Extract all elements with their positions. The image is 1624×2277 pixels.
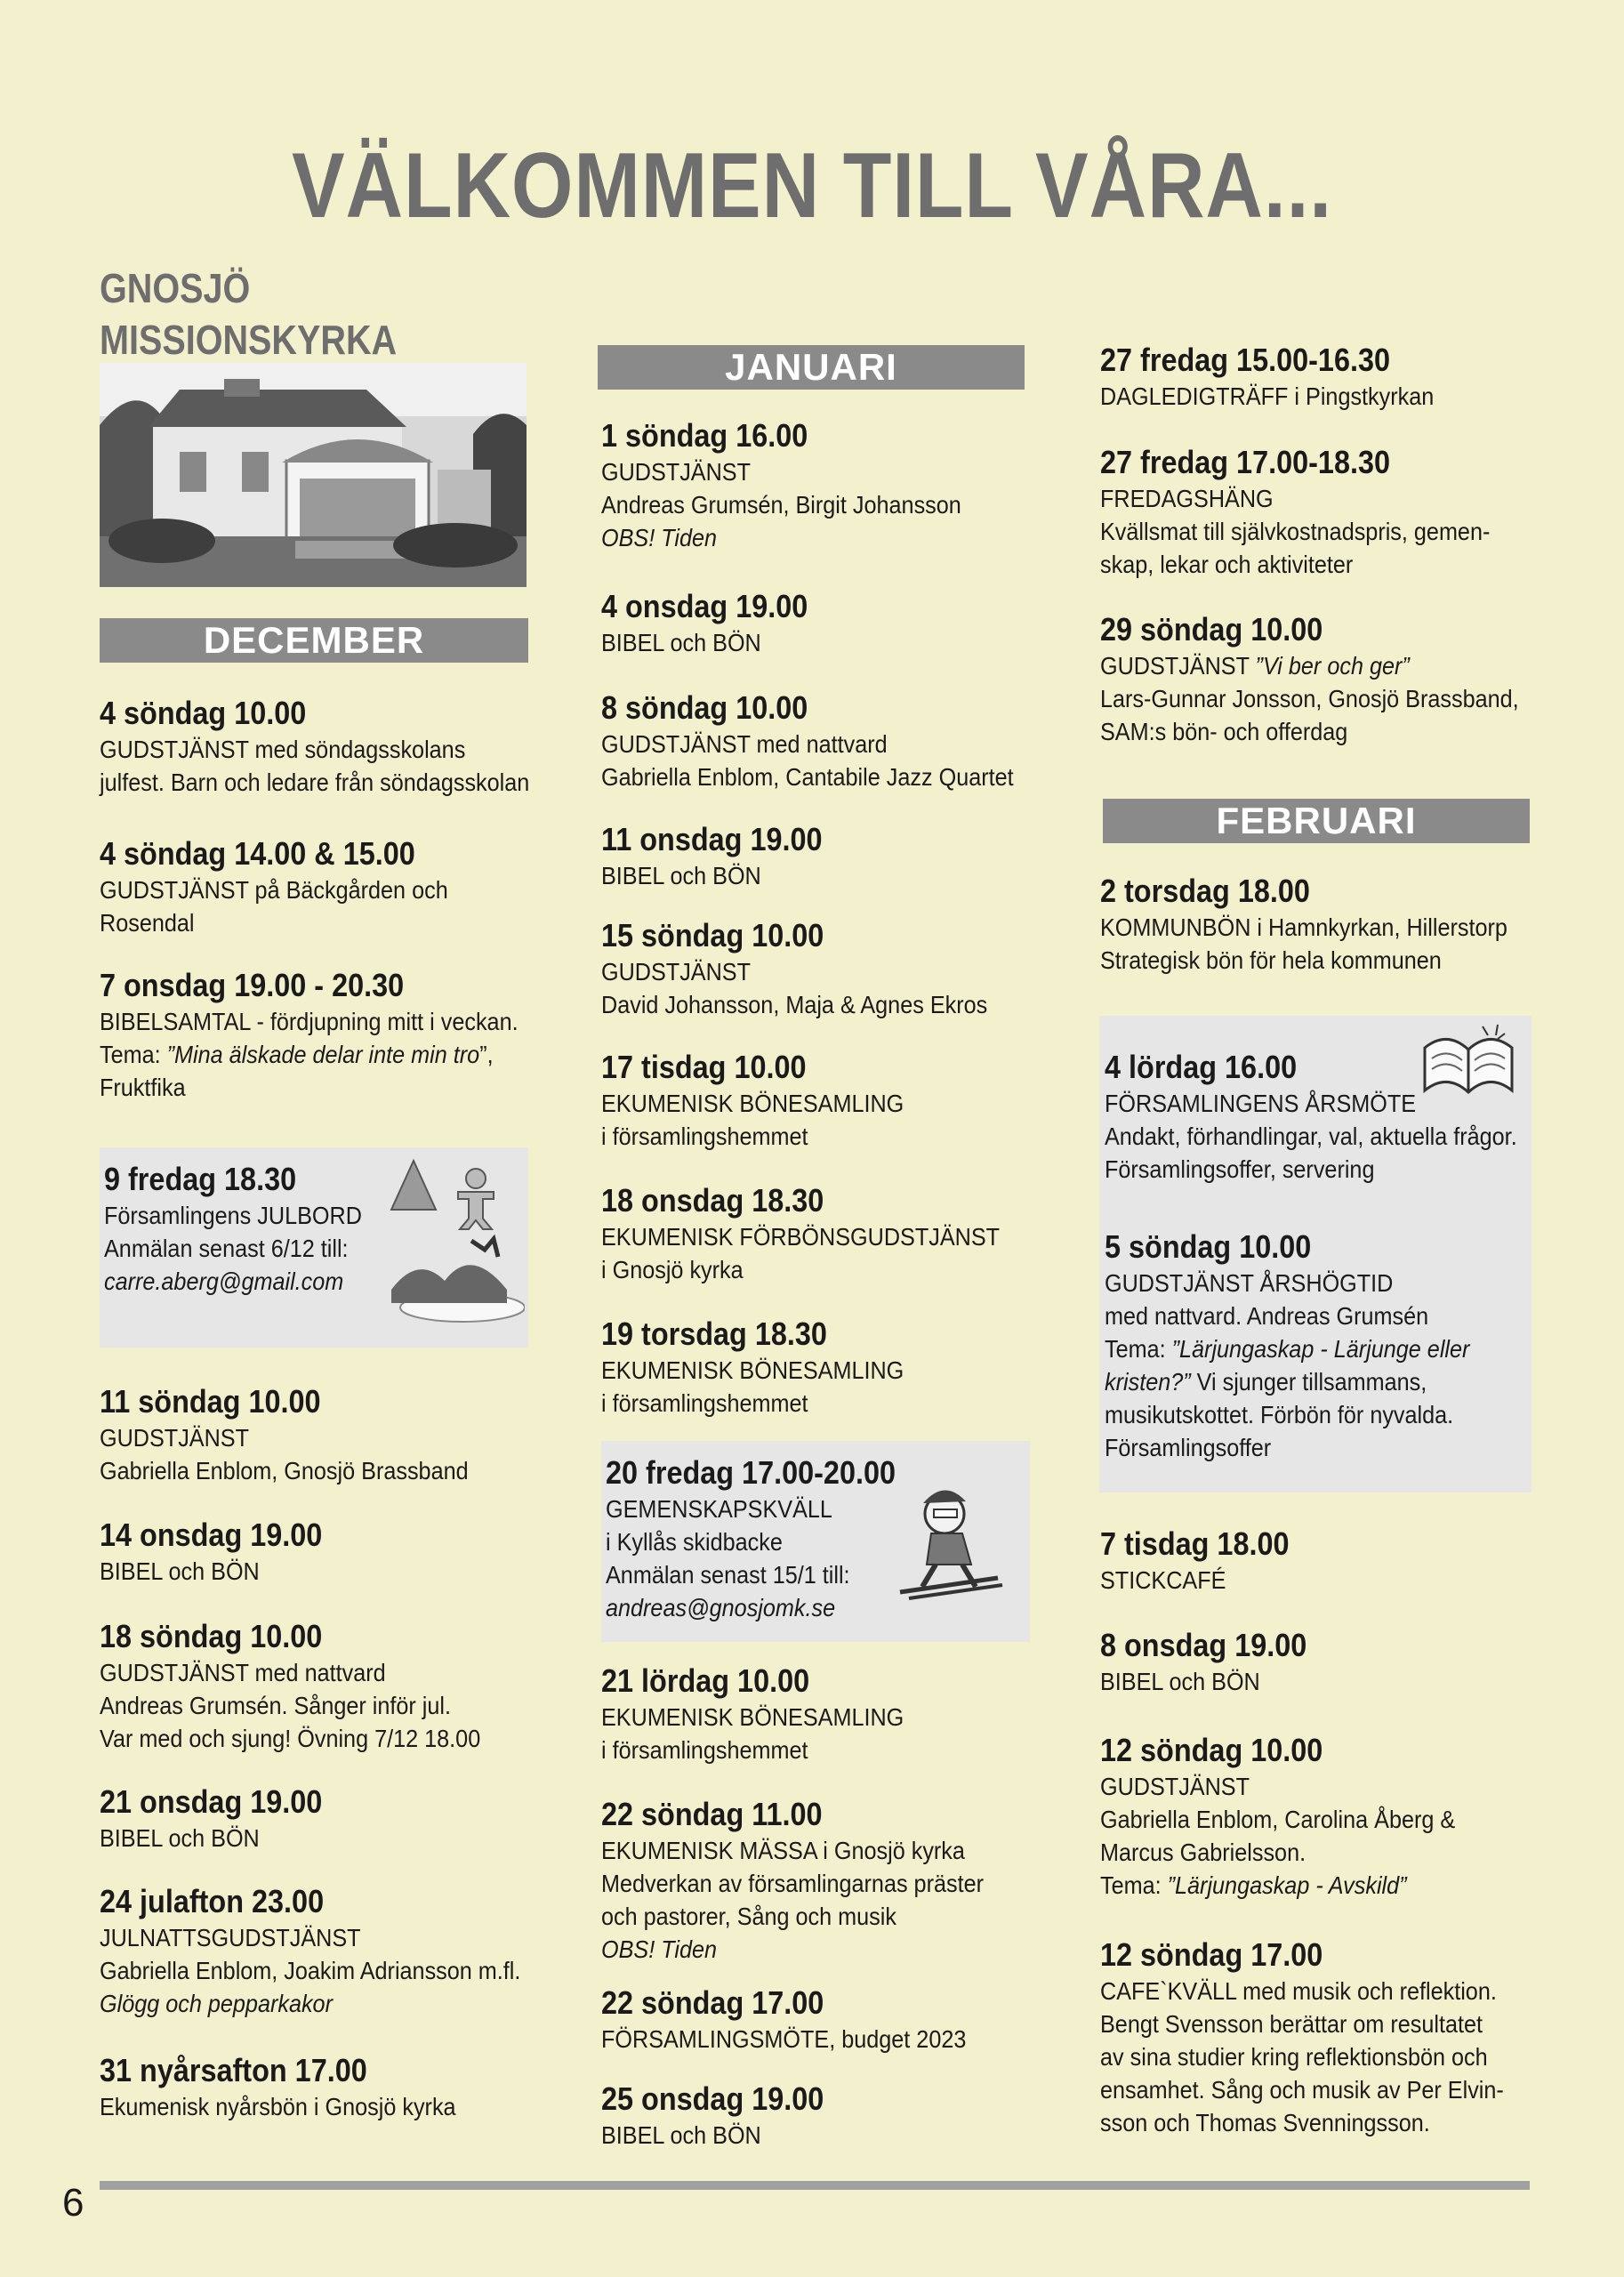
event-date: 21 onsdag 19.00 [100, 1783, 323, 1820]
event-text: DAGLEDIGTRÄFF i Pingstkyrkan [1100, 382, 1435, 410]
month-header-februari: FEBRUARI [1103, 799, 1530, 843]
event-text: EKUMENISK BÖNESAMLING [601, 1703, 904, 1731]
event-text: GUDSTJÄNST ”Vi ber och ger” [1100, 652, 1410, 680]
event-dec-21 [100, 1782, 347, 1855]
skier-icon [891, 1478, 1009, 1612]
event-date: 27 fredag 17.00-18.30 [1100, 444, 1391, 480]
event-text: BIBEL och BÖN [1100, 1668, 1260, 1695]
event-jan-11 [601, 820, 847, 892]
page-number: 6 [62, 2181, 84, 2225]
event-text: musikutskottet. Förbön för nyvalda. [1105, 1401, 1454, 1428]
event-text: FÖRSAMLINGSMÖTE, budget 2023 [601, 2025, 967, 2053]
event-text: med nattvard. Andreas Grumsén [1105, 1302, 1429, 1330]
event-tema: Tema: ”Mina älskade delar inte min tro”, [100, 1041, 494, 1068]
event-text: i Gnosjö kyrka [601, 1256, 744, 1283]
event-jan-4 [601, 587, 831, 659]
event-text: EKUMENISK MÄSSA i Gnosjö kyrka [601, 1837, 965, 1864]
event-text: av sina studier kring reflektionsbön och [1100, 2043, 1488, 2071]
event-date: 21 lördag 10.00 [601, 1662, 810, 1699]
event-feb-8 [1100, 1626, 1330, 1698]
event-text: CAFE`KVÄLL med musik och reflektion. [1100, 1977, 1497, 2005]
event-jan-19 [601, 1315, 937, 1420]
event-text: OBS! Tiden [601, 524, 718, 551]
event-text: GUDSTJÄNST [1100, 1773, 1250, 1800]
event-text: Marcus Gabrielsson. [1100, 1838, 1306, 1866]
event-jan-22-morning [601, 1795, 1026, 1966]
church-name-line2: MISSIONSKYRKA [100, 317, 398, 363]
event-date: 11 onsdag 19.00 [601, 821, 823, 857]
event-email: carre.aberg@gmail.com [104, 1267, 344, 1295]
event-date: 22 söndag 17.00 [601, 1984, 824, 2021]
event-jan-21 [601, 1661, 937, 1766]
event-feb-2 [1100, 872, 1553, 977]
event-email: andreas@gnosjomk.se [606, 1594, 836, 1621]
event-jan-22-evening [601, 1983, 1007, 2056]
event-tema: kristen?” Vi sjunger tillsammans, [1105, 1368, 1427, 1396]
event-text: BIBEL och BÖN [100, 1557, 260, 1585]
event-date: 20 fredag 17.00-20.00 [606, 1454, 896, 1491]
event-feb-4 [1105, 1048, 1563, 1186]
event-text: EKUMENISK FÖRBÖNSGUDSTJÄNST [601, 1223, 1001, 1251]
event-jan-20 [606, 1453, 928, 1624]
event-text: KOMMUNBÖN i Hamnkyrkan, Hillerstorp [1100, 913, 1507, 941]
event-text: Strategisk bön för hela kommunen [1100, 946, 1442, 974]
month-header-januari: JANUARI [598, 345, 1025, 390]
event-jan-8 [601, 688, 1059, 793]
event-text: Medverkan av församlingarnas präster [601, 1870, 984, 1897]
event-text: Gabriella Enblom, Carolina Åberg & [1100, 1806, 1456, 1833]
event-text: Anmälan senast 15/1 till: [606, 1561, 850, 1589]
event-date: 4 söndag 14.00 & 15.00 [100, 835, 415, 872]
event-text: FREDAGSHÄNG [1100, 485, 1274, 512]
event-text: GUDSTJÄNST [601, 958, 752, 986]
event-date: 7 onsdag 19.00 - 20.30 [100, 967, 405, 1003]
event-text: David Johansson, Maja & Agnes Ekros [601, 991, 988, 1018]
event-dec-31 [100, 2051, 495, 2123]
event-text: Lars-Gunnar Jonsson, Gnosjö Brassband, [1100, 685, 1519, 712]
event-text: Kvällsmat till självkostnadspris, gemen- [1100, 518, 1491, 545]
event-text: FÖRSAMLINGENS ÅRSMÖTE [1105, 1090, 1417, 1117]
event-date: 19 torsdag 18.30 [601, 1316, 827, 1352]
event-text: julfest. Barn och ledare från söndagsskolan [100, 768, 530, 796]
event-text: SAM:s bön- och offerdag [1100, 718, 1348, 745]
event-text: GUDSTJÄNST [100, 1424, 250, 1452]
event-date: 12 söndag 17.00 [1100, 1936, 1323, 1973]
event-text: Andakt, förhandlingar, val, aktuella frågor. [1105, 1122, 1517, 1150]
event-date: 8 söndag 10.00 [601, 689, 808, 726]
event-text: i Kyllås skidbacke [606, 1528, 783, 1556]
event-text: och pastorer, Sång och musik [601, 1903, 896, 1930]
event-text: JULNATTSGUDSTJÄNST [100, 1924, 361, 1951]
event-text: i församlingshemmet [601, 1122, 808, 1150]
event-date: 17 tisdag 10.00 [601, 1049, 807, 1085]
event-text: STICKCAFÉ [1100, 1566, 1226, 1594]
event-text: GUDSTJÄNST på Bäckgården och [100, 876, 448, 904]
event-text: Andreas Grumsén. Sånger inför jul. [100, 1692, 452, 1719]
event-date: 2 torsdag 18.00 [1100, 873, 1310, 909]
event-date: 7 tisdag 18.00 [1100, 1525, 1290, 1562]
event-jan-25 [601, 2080, 848, 2152]
event-dec-9 [104, 1160, 390, 1298]
event-text: Andreas Grumsén, Birgit Johansson [601, 491, 961, 519]
event-text: Rosendal [100, 909, 195, 937]
event-date: 1 söndag 16.00 [601, 417, 808, 454]
church-name [100, 262, 397, 366]
event-text: GEMENSKAPSKVÄLL [606, 1495, 832, 1523]
event-jan-29 [1100, 610, 1565, 748]
event-date: 31 nyårsafton 17.00 [100, 2052, 367, 2088]
event-text: BIBEL och BÖN [100, 1824, 260, 1852]
januari-column [598, 345, 1025, 390]
event-date: 14 onsdag 19.00 [100, 1517, 323, 1553]
event-jan-15 [601, 916, 1030, 1021]
event-dec-24 [100, 1882, 567, 2020]
church-photo [100, 363, 527, 587]
event-text: BIBEL och BÖN [601, 2121, 761, 2149]
event-text: BIBEL och BÖN [601, 862, 761, 889]
christmas-cookies-icon [365, 1156, 525, 1330]
event-text: GUDSTJÄNST [601, 458, 752, 486]
event-jan-27-afternoon [1100, 341, 1471, 413]
event-jan-27-evening [1100, 443, 1533, 581]
event-text: Gabriella Enblom, Gnosjö Brassband [100, 1457, 469, 1484]
event-text: i församlingshemmet [601, 1736, 808, 1764]
event-jan-17 [601, 1048, 937, 1153]
event-feb-12-morning [1100, 1731, 1495, 1902]
event-date: 4 söndag 10.00 [100, 695, 307, 731]
event-date: 12 söndag 10.00 [1100, 1732, 1323, 1768]
event-date: 5 söndag 10.00 [1105, 1228, 1312, 1265]
event-date: 4 onsdag 19.00 [601, 588, 808, 624]
december-column [100, 618, 528, 663]
event-dec-14 [100, 1516, 347, 1588]
event-dec-11 [100, 1382, 510, 1487]
event-dec-7 [100, 966, 565, 1104]
event-text: BIBELSAMTAL - fördjupning mitt i veckan. [100, 1008, 519, 1035]
event-text: Församlingens JULBORD [104, 1202, 362, 1229]
event-date: 27 fredag 15.00-16.30 [1100, 342, 1391, 378]
event-date: 8 onsdag 19.00 [1100, 1627, 1307, 1663]
event-text: skap, lekar och aktiviteter [1100, 551, 1354, 578]
event-text: Gabriella Enblom, Cantabile Jazz Quartet [601, 763, 1014, 791]
event-text: GUDSTJÄNST med nattvard [100, 1659, 386, 1686]
event-feb-5 [1105, 1227, 1510, 1464]
event-date: 25 onsdag 19.00 [601, 2080, 824, 2117]
event-date: 4 lördag 16.00 [1105, 1049, 1298, 1085]
event-text: Anmälan senast 6/12 till: [104, 1235, 349, 1262]
event-text: Fruktfika [100, 1074, 186, 1101]
event-text: Glögg och pepparkakor [100, 1990, 333, 2017]
event-tema: Tema: ”Lärjungaskap - Lärjunge eller [1105, 1335, 1470, 1363]
event-jan-18 [601, 1181, 1044, 1286]
event-date: 9 fredag 18.30 [104, 1161, 297, 1197]
event-text: Ekumenisk nyårsbön i Gnosjö kyrka [100, 2093, 456, 2120]
event-text: EKUMENISK BÖNESAMLING [601, 1356, 904, 1384]
event-text: Församlingsoffer, servering [1105, 1155, 1375, 1183]
event-text: Församlingsoffer [1105, 1434, 1272, 1461]
event-feb-7 [1100, 1525, 1310, 1597]
event-dec-18 [100, 1617, 523, 1755]
footer-rule [100, 2181, 1530, 2190]
event-text: Bengt Svensson berättar om resultatet [1100, 2010, 1483, 2038]
event-text: GUDSTJÄNST med söndagsskolans [100, 736, 466, 763]
event-date: 18 onsdag 18.30 [601, 1182, 824, 1219]
event-feb-12-evening [1100, 1935, 1548, 2139]
event-jan-1 [601, 416, 1001, 554]
event-date: 11 söndag 10.00 [100, 1383, 321, 1420]
event-text: sson och Thomas Svenningsson. [1100, 2109, 1430, 2136]
event-text: ensamhet. Sång och musik av Per Elvin- [1100, 2076, 1504, 2104]
event-text: BIBEL och BÖN [601, 629, 761, 656]
event-tema: Tema: ”Lärjungaskap - Avskild” [1100, 1871, 1407, 1899]
event-text: GUDSTJÄNST med nattvard [601, 730, 888, 758]
event-date: 22 söndag 11.00 [601, 1796, 823, 1832]
church-name-line1: GNOSJÖ [100, 265, 251, 311]
event-dec-4-afternoon [100, 834, 486, 939]
event-text: Var med och sjung! Övning 7/12 18.00 [100, 1725, 481, 1752]
event-text: EKUMENISK BÖNESAMLING [601, 1090, 904, 1117]
event-date: 24 julafton 23.00 [100, 1883, 325, 1919]
event-date: 18 söndag 10.00 [100, 1618, 323, 1654]
event-date: 29 söndag 10.00 [1100, 611, 1323, 648]
page-title: VÄLKOMMEN TILL VÅRA... [291, 134, 1333, 237]
event-date: 15 söndag 10.00 [601, 917, 824, 953]
event-text: OBS! Tiden [601, 1935, 718, 1963]
month-header-december: DECEMBER [100, 618, 528, 663]
event-dec-4-morning [100, 694, 577, 799]
event-text: i församlingshemmet [601, 1389, 808, 1417]
februari-column [1103, 799, 1530, 843]
event-text: Gabriella Enblom, Joakim Adriansson m.fl. [100, 1957, 521, 1984]
event-text: GUDSTJÄNST ÅRSHÖGTID [1105, 1269, 1394, 1297]
